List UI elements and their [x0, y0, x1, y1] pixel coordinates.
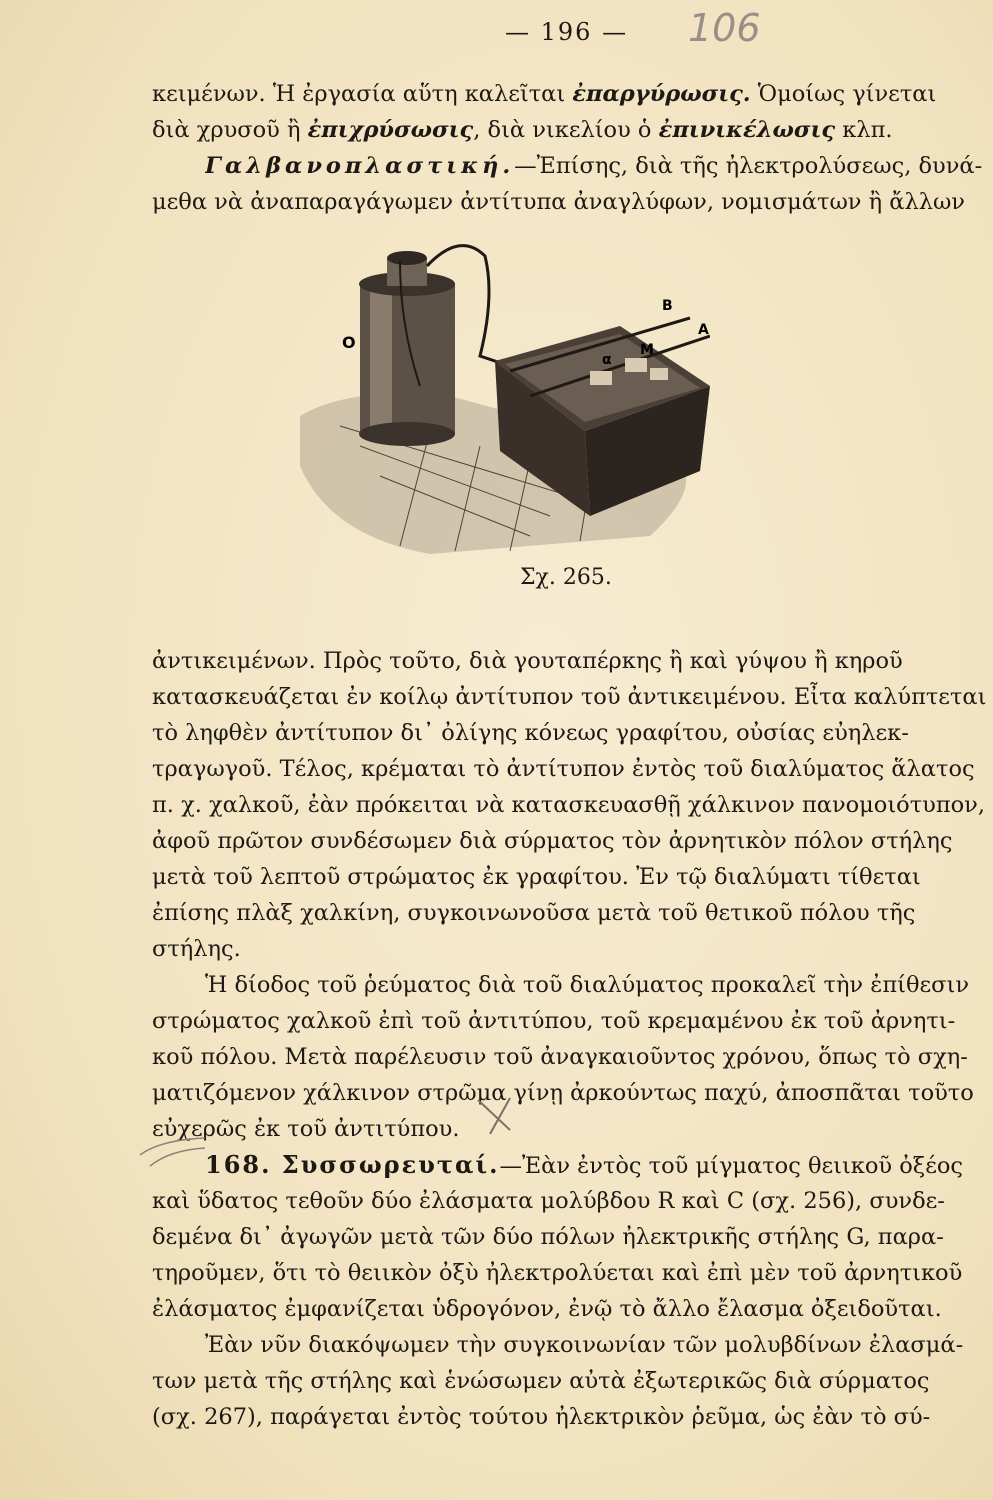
- text-line-16: κοῦ πόλου. Μετὰ παρέλευσιν τοῦ ἀναγκαιοῦντος χρόνου, ὅπως τὸ σχη-: [152, 1044, 968, 1070]
- label-B: B: [662, 298, 673, 314]
- text-line-24: Ἐὰν νῦν διακόψωμεν τὴν συγκοινωνίαν τῶν μολυβδίνων ἐλασμά-: [205, 1332, 964, 1358]
- text-line-13: στήλης.: [152, 936, 241, 962]
- pencil-bracket-icon: [120, 1130, 210, 1170]
- text-line-21: δεμένα δι᾽ ἀγωγῶν μετὰ τῶν δύο πόλων ἠλεκτρικῆς στήλης G, παρα-: [152, 1224, 944, 1250]
- pencil-check-icon: [470, 1090, 530, 1140]
- text-line-6: κατασκευάζεται ἐν κοίλῳ ἀντίτυπον τοῦ ἀντικειμένου. Εἶτα καλύπτεται: [152, 684, 987, 710]
- text-line-11: μετὰ τοῦ λεπτοῦ στρώματος ἐκ γραφίτου. Ἐν τῷ διαλύματι τίθεται: [152, 864, 921, 890]
- text-line-12: ἐπίσης πλὰξ χαλκίνη, συγκοινωνοῦσα μετὰ τοῦ θετικοῦ πόλου τῆς: [152, 900, 916, 926]
- text-line-22: τηροῦμεν, ὅτι τὸ θειικὸν ὀξὺ ἠλεκτρολύεται καὶ ἐπὶ μὲν τοῦ ἀρνητικοῦ: [152, 1260, 963, 1286]
- text-line-3: Γαλβανοπλαστική.—Ἐπίσης, διὰ τῆς ἠλεκτρολύσεως, δυνά-: [205, 153, 983, 179]
- text-line-18: εὐχερῶς ἐκ τοῦ ἀντιτύπου.: [152, 1116, 460, 1142]
- text-line-1: κειμένων. Ἡ ἐργασία αὕτη καλεῖται ἐπαργύρωσις. Ὁμοίως γίνεται: [152, 81, 937, 107]
- text-line-4: μεθα νὰ ἀναπαραγάγωμεν ἀντίτυπα ἀναγλύφων, νομισμάτων ἢ ἄλλων: [152, 189, 965, 215]
- text-line-15: στρώματος χαλκοῦ ἐπὶ τοῦ ἀντιτύπου, τοῦ κρεμαμένου ἐκ τοῦ ἀρνητι-: [152, 1008, 956, 1034]
- text-line-5: ἀντικειμένων. Πρὸς τοῦτο, διὰ γουταπέρκης ἢ καὶ γύψου ἢ κηροῦ: [152, 648, 903, 674]
- text-line-8: τραγωγοῦ. Τέλος, κρέμαται τὸ ἀντίτυπον ἐντὸς τοῦ διαλύματος ἅλατος: [152, 756, 975, 782]
- label-A: A: [698, 322, 709, 338]
- text-line-17: ματιζόμενον χάλκινον στρῶμα γίνῃ ἀρκούντως παχύ, ἀποσπᾶται τοῦτο: [152, 1080, 974, 1106]
- text-line-7: τὸ ληφθὲν ἀντίτυπον δι᾽ ὀλίγης κόνεως γραφίτου, οὐσίας εὐηλεκ-: [152, 720, 909, 746]
- apparatus-engraving: [290, 236, 710, 556]
- text-line-14: Ἡ δίοδος τοῦ ῥεύματος διὰ τοῦ διαλύματος προκαλεῖ τὴν ἐπίθεσιν: [205, 972, 970, 998]
- text-line-9: π. χ. χαλκοῦ, ἐὰν πρόκειται νὰ κατασκευασθῇ χάλκινον πανομοιότυπον,: [152, 792, 985, 818]
- label-O: O: [342, 333, 356, 352]
- page-number: — 196 —: [505, 18, 629, 46]
- text-line-26: (σχ. 267), παράγεται ἐντὸς τούτου ἠλεκτρικὸν ῥεῦμα, ὡς ἐὰν τὸ σύ-: [152, 1404, 931, 1430]
- text-line-25: των μετὰ τῆς στήλης καὶ ἑνώσωμεν αὐτὰ ἐξωτερικῶς διὰ σύρματος: [152, 1368, 930, 1394]
- label-M: M: [640, 342, 654, 358]
- pencil-annotation: 106: [688, 6, 761, 50]
- label-a: α: [602, 352, 612, 368]
- figure-caption: Σχ. 265.: [520, 565, 612, 590]
- text-line-2: διὰ χρυσοῦ ἢ ἐπιχρύσωσις, διὰ νικελίου ὁ ἐπινικέλωσις κλπ.: [152, 117, 893, 143]
- section-168-line: 168. Συσσωρευταί.—Ἐὰν ἐντὸς τοῦ μίγματος θειικοῦ ὀξέος: [205, 1150, 963, 1179]
- text-line-10: ἀφοῦ πρῶτον συνδέσωμεν διὰ σύρματος τὸν ἀρνητικὸν πόλον στήλης: [152, 828, 953, 854]
- text-line-20: καὶ ὕδατος τεθοῦν δύο ἐλάσματα μολύβδου R καὶ C (σχ. 256), συνδε-: [152, 1188, 945, 1214]
- text-line-23: ἐλάσματος ἐμφανίζεται ὑδρογόνον, ἐνῷ τὸ ἄλλο ἔλασμα ὀξειδοῦται.: [152, 1296, 942, 1322]
